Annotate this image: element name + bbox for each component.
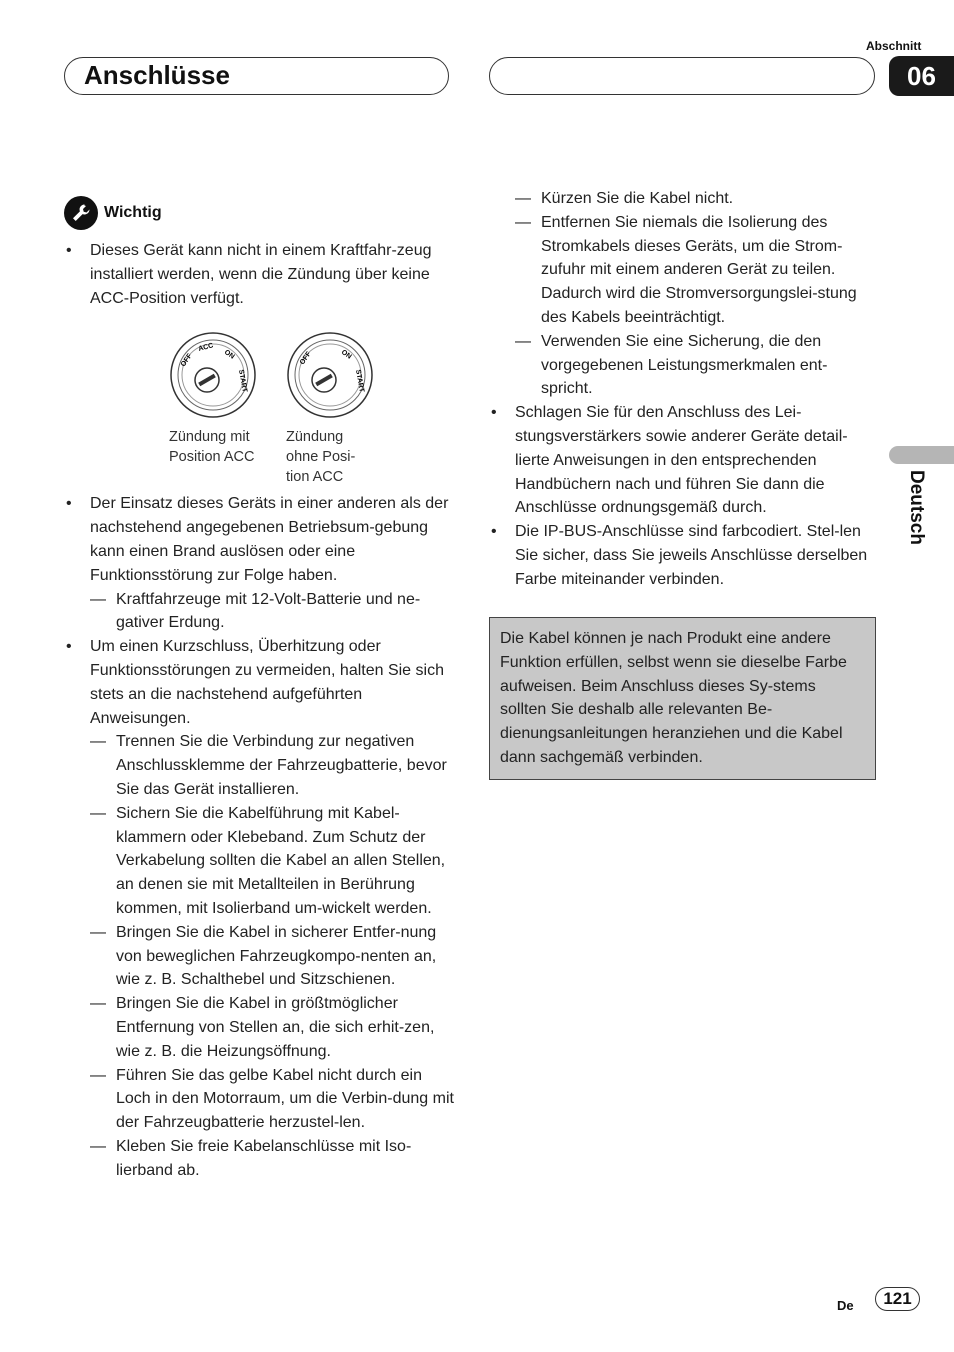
ring-label-start: START bbox=[354, 369, 365, 394]
footer-language: De bbox=[837, 1298, 854, 1313]
ignition-figure bbox=[64, 310, 454, 492]
ring-label-start: START bbox=[237, 369, 248, 394]
language-side-tab bbox=[889, 446, 954, 464]
ring-label-acc: ACC bbox=[197, 342, 215, 354]
ring-label-on: ON bbox=[339, 349, 353, 362]
header-frame-right bbox=[489, 57, 875, 95]
ignition-switch-without-acc bbox=[285, 330, 375, 420]
sub-list-item: — Entfernen Sie niemals die Isolierung des Stromkabels dieses Geräts, um die Strom-zufuhr mit einem anderen Gerät zu teilen. Dadurch wird die Stromversorgungslei-stung des Kabels beeinträchtigt. bbox=[489, 211, 877, 330]
list-item: • Schlagen Sie für den Anschluss des Lei-stungsverstärkers sowie anderer Geräte detail-lierte Anweisungen in den entsprechenden Handbüchern nach und führen Sie dann die Anschlüsse ordnungsgemäß durch. bbox=[489, 401, 877, 520]
wrench-icon bbox=[64, 196, 98, 230]
sub-list-item: — Bringen Sie die Kabel in größtmöglicher Entfernung von Stellen an, die sich erhit-zen, wie z. B. die Heizungsöffnung. bbox=[64, 992, 454, 1063]
figure-caption-no-acc: Zündung ohne Posi-tion ACC bbox=[286, 429, 356, 486]
chapter-number-tab: 06 bbox=[889, 56, 954, 96]
section-label: Abschnitt bbox=[866, 39, 922, 53]
ignition-switch-with-acc bbox=[168, 330, 258, 420]
list-item: • Dieses Gerät kann nicht in einem Kraftfahr-zeug installiert werden, wenn die Zündung über keine ACC-Position verfügt. bbox=[64, 239, 454, 310]
ring-label-off: OFF bbox=[298, 351, 313, 367]
figure-caption-acc: Zündung mit Position ACC bbox=[169, 429, 255, 466]
sub-list-item: — Bringen Sie die Kabel in sicherer Entfer-nung von beweglichen Fahrzeugkompo-nenten an, wie z. B. Schalthebel und Sitzschienen. bbox=[64, 921, 454, 992]
sub-list-item: — Verwenden Sie eine Sicherung, die den vorgegebenen Leistungsmerkmalen ent-spricht. bbox=[489, 330, 877, 401]
page-number: 121 bbox=[875, 1287, 920, 1311]
sub-list-item: — Führen Sie das gelbe Kabel nicht durch ein Loch in den Motorraum, um die Verbin-dung mit der Fahrzeugbatterie herzustel-len. bbox=[64, 1064, 454, 1135]
list-item: • Der Einsatz dieses Geräts in einer anderen als der nachstehend angegebenen Betriebsum-gebung kann einen Brand auslösen oder eine Funktionsstörung zur Folge haben. bbox=[64, 492, 454, 587]
language-label: Deutsch bbox=[906, 470, 927, 545]
sub-list-item: — Kraftfahrzeuge mit 12-Volt-Batterie und ne-gativer Erdung. bbox=[64, 588, 454, 636]
notice-box: Die Kabel können je nach Produkt eine andere Funktion erfüllen, selbst wenn sie dieselbe Farbe aufweisen. Beim Anschluss dieses Sy-stems sollten Sie deshalb alle relevanten Be-dienungsanleitungen heranziehen und die Kabel dann sachgemäß verbinden. bbox=[489, 617, 876, 780]
important-heading bbox=[64, 195, 454, 231]
list-item: • Die IP-BUS-Anschlüsse sind farbcodiert. Stel-len Sie sicher, dass Sie jeweils Anschlüsse derselben Farbe miteinander verbinden. bbox=[489, 520, 877, 591]
right-column bbox=[489, 187, 877, 592]
important-label: Wichtig bbox=[104, 204, 162, 222]
left-column bbox=[64, 195, 454, 1183]
page-title: Anschlüsse bbox=[84, 60, 230, 90]
list-item: • Um einen Kurzschluss, Überhitzung oder Funktionsstörungen zu vermeiden, halten Sie sich stets an die nachstehend aufgeführten Anweisungen. bbox=[64, 635, 454, 730]
ring-label-on: ON bbox=[222, 349, 236, 362]
sub-list-item: — Trennen Sie die Verbindung zur negativen Anschlussklemme der Fahrzeugbatterie, bevor Sie das Gerät installieren. bbox=[64, 730, 454, 801]
sub-list-item: — Sichern Sie die Kabelführung mit Kabel-klammern oder Klebeband. Zum Schutz der Verkabelung sollten die Kabel an allen Stellen, an denen sie mit Metallteilen in Berührung kommen, mit Isolierband um-wickelt werden. bbox=[64, 802, 454, 921]
ring-label-off: OFF bbox=[179, 353, 194, 369]
sub-list-item: — Kürzen Sie die Kabel nicht. bbox=[489, 187, 877, 211]
sub-list-item: — Kleben Sie freie Kabelanschlüsse mit Iso-lierband ab. bbox=[64, 1135, 454, 1183]
